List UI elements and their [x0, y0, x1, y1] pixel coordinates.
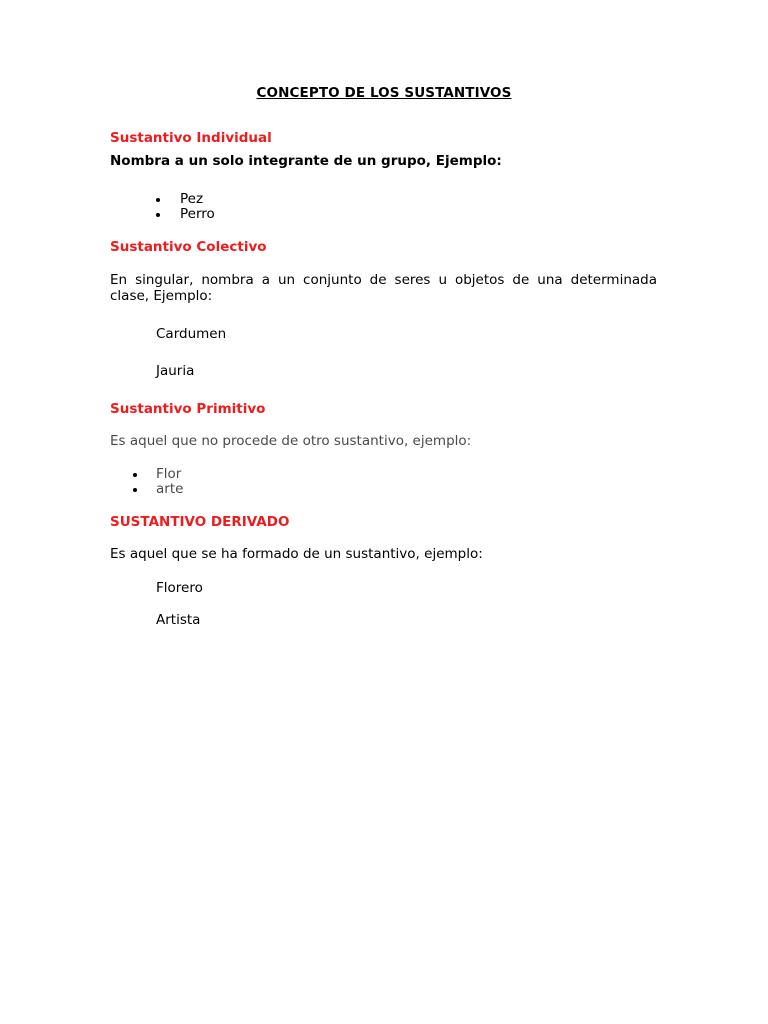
primitivo-description: Es aquel que no procede de otro sustantivo, ejemplo:: [110, 433, 472, 449]
heading-derivado: SUSTANTIVO DERIVADO: [110, 514, 290, 530]
list-item: [156, 192, 215, 207]
individual-description: Nombra a un solo integrante de un grupo, Ejemplo:: [110, 153, 502, 169]
example-jauria: Jauria: [156, 363, 195, 379]
list-item: [133, 482, 183, 497]
heading-individual: Sustantivo Individual: [110, 130, 272, 146]
primitivo-examples-list: [133, 467, 183, 497]
example-cardumen: Cardumen: [156, 326, 227, 342]
example-arte: arte: [156, 481, 184, 497]
bullet-icon: [133, 473, 137, 477]
bullet-icon: [156, 198, 160, 202]
example-artista: Artista: [156, 612, 201, 628]
page-title: CONCEPTO DE LOS SUSTANTIVOS: [256, 85, 512, 101]
example-flor: Flor: [156, 466, 182, 482]
heading-colectivo: Sustantivo Colectivo: [110, 239, 267, 255]
bullet-icon: [156, 213, 160, 217]
example-pez: Pez: [180, 191, 204, 207]
list-item: [133, 467, 183, 482]
derivado-description: Es aquel que se ha formado de un sustantivo, ejemplo:: [110, 546, 483, 562]
colectivo-description-line1: En singular, nombra a un conjunto de seres u objetos de una determinada: [110, 272, 657, 288]
individual-examples-list: [156, 192, 215, 222]
example-perro: Perro: [180, 206, 215, 222]
list-item: [156, 207, 215, 222]
colectivo-description-line2: clase, Ejemplo:: [110, 288, 213, 304]
bullet-icon: [133, 488, 137, 492]
example-florero: Florero: [156, 580, 203, 596]
heading-primitivo: Sustantivo Primitivo: [110, 401, 266, 417]
